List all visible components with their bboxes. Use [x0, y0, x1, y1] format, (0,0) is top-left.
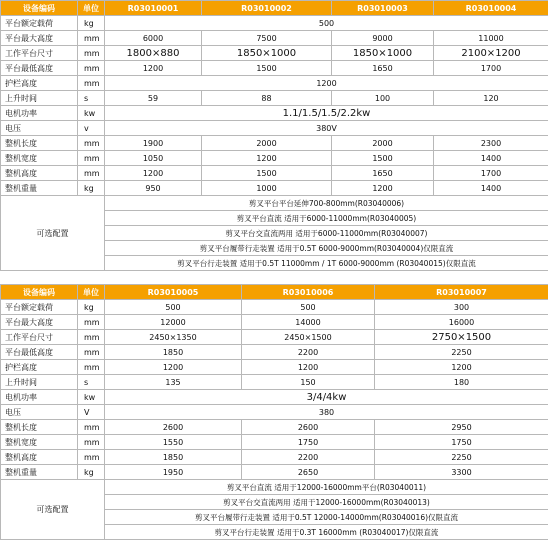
option-row	[1, 480, 548, 495]
row-value: 1850	[105, 345, 242, 360]
row-value: 1950	[105, 465, 242, 480]
row-value: 180	[375, 375, 548, 390]
row-value: 12000	[105, 315, 242, 330]
option-item: 剪叉平台行走装置 适用于0.5T 11000mm / 1T 6000-9000mm (R03040015)仅限直流	[105, 256, 548, 271]
row-unit: mm	[78, 435, 105, 450]
row-value: 135	[105, 375, 242, 390]
header-model: R03010007	[375, 285, 548, 300]
table-row	[1, 121, 548, 136]
table-row	[1, 450, 548, 465]
table-row	[1, 106, 548, 121]
row-unit: kg	[78, 181, 105, 196]
row-unit: mm	[78, 61, 105, 76]
row-label: 护栏高度	[1, 360, 78, 375]
row-value: 1550	[105, 435, 242, 450]
row-unit: mm	[78, 136, 105, 151]
row-value: 300	[375, 300, 548, 315]
table-row	[1, 345, 548, 360]
header-code: 设备编码	[1, 285, 78, 300]
row-unit: mm	[78, 76, 105, 91]
row-value: 2450×1350	[105, 330, 242, 345]
row-label: 平台最大高度	[1, 315, 78, 330]
row-unit: mm	[78, 315, 105, 330]
row-value: 2250	[375, 345, 548, 360]
row-label: 平台最低高度	[1, 345, 78, 360]
row-value: 1200	[375, 360, 548, 375]
table-row	[1, 360, 548, 375]
row-label: 电机功率	[1, 390, 78, 405]
table-row	[1, 300, 548, 315]
row-value: 1900	[105, 136, 202, 151]
table-row	[1, 315, 548, 330]
option-item: 剪叉平台交直流两用 适用于6000-11000mm(R03040007)	[105, 226, 548, 241]
row-value: 1500	[202, 166, 332, 181]
spec-table-1	[0, 0, 548, 271]
row-value: 16000	[375, 315, 548, 330]
row-label: 整机重量	[1, 181, 78, 196]
row-value: 6000	[105, 31, 202, 46]
table-row	[1, 91, 548, 106]
row-label: 整机宽度	[1, 151, 78, 166]
row-value: 1.1/1.5/1.5/2.2kw	[105, 106, 548, 121]
table-row	[1, 405, 548, 420]
row-value: 2450×1500	[242, 330, 375, 345]
row-label: 平台额定载荷	[1, 300, 78, 315]
row-value: 1700	[434, 166, 548, 181]
header-unit: 单位	[78, 285, 105, 300]
row-value: 59	[105, 91, 202, 106]
row-value: 9000	[332, 31, 434, 46]
header-code: 设备编码	[1, 1, 78, 16]
row-value: 3/4/4kw	[105, 390, 548, 405]
row-unit: mm	[78, 420, 105, 435]
row-unit: mm	[78, 345, 105, 360]
row-unit: s	[78, 91, 105, 106]
option-row	[1, 196, 548, 211]
option-item: 剪叉平台履带行走装置 适用于0.5T 6000-9000mm(R03040004)仅限直流	[105, 241, 548, 256]
row-value: 2750×1500	[375, 330, 548, 345]
table-row	[1, 390, 548, 405]
row-value: 950	[105, 181, 202, 196]
row-value: 2650	[242, 465, 375, 480]
row-value: 120	[434, 91, 548, 106]
row-value: 1200	[105, 166, 202, 181]
row-unit: mm	[78, 46, 105, 61]
row-unit: mm	[78, 166, 105, 181]
row-value: 1200	[242, 360, 375, 375]
row-label: 平台额定载荷	[1, 16, 78, 31]
row-label: 工作平台尺寸	[1, 330, 78, 345]
table-row	[1, 31, 548, 46]
row-value: 1200	[105, 61, 202, 76]
row-unit: mm	[78, 151, 105, 166]
row-unit: mm	[78, 31, 105, 46]
row-value: 1200	[105, 76, 548, 91]
row-label: 平台最低高度	[1, 61, 78, 76]
row-value: 1800×880	[105, 46, 202, 61]
row-value: 2000	[332, 136, 434, 151]
row-value: 3300	[375, 465, 548, 480]
table-row	[1, 181, 548, 196]
row-value: 88	[202, 91, 332, 106]
header-model: R03010005	[105, 285, 242, 300]
row-value: 2200	[242, 450, 375, 465]
row-value: 500	[105, 16, 548, 31]
row-label: 电压	[1, 121, 78, 136]
row-unit: kw	[78, 390, 105, 405]
row-value: 1850	[105, 450, 242, 465]
header-model: R03010001	[105, 1, 202, 16]
table-row	[1, 420, 548, 435]
row-label: 工作平台尺寸	[1, 46, 78, 61]
row-value: 2600	[105, 420, 242, 435]
row-value: 1850×1000	[332, 46, 434, 61]
row-label: 整机高度	[1, 450, 78, 465]
row-unit: kg	[78, 16, 105, 31]
row-label: 电压	[1, 405, 78, 420]
header-row	[1, 1, 548, 16]
row-value: 2950	[375, 420, 548, 435]
row-value: 1500	[332, 151, 434, 166]
row-label: 护栏高度	[1, 76, 78, 91]
header-model: R03010004	[434, 1, 548, 16]
row-value: 380	[105, 405, 548, 420]
header-unit: 单位	[78, 1, 105, 16]
row-value: 1500	[202, 61, 332, 76]
row-value: 1050	[105, 151, 202, 166]
option-item: 剪叉平台行走装置 适用于0.3T 16000mm (R03040017)仅限直流	[105, 525, 548, 540]
row-value: 1650	[332, 61, 434, 76]
row-unit: kw	[78, 106, 105, 121]
row-value: 2250	[375, 450, 548, 465]
options-label: 可选配置	[1, 196, 105, 271]
row-value: 1650	[332, 166, 434, 181]
table-row	[1, 76, 548, 91]
row-label: 电机功率	[1, 106, 78, 121]
row-value: 500	[105, 300, 242, 315]
table-row	[1, 166, 548, 181]
table-row	[1, 465, 548, 480]
row-value: 11000	[434, 31, 548, 46]
row-label: 整机宽度	[1, 435, 78, 450]
options-label: 可选配置	[1, 480, 105, 540]
header-model: R03010006	[242, 285, 375, 300]
header-row	[1, 285, 548, 300]
row-unit: v	[78, 121, 105, 136]
row-value: 500	[242, 300, 375, 315]
table-row	[1, 61, 548, 76]
table-row	[1, 330, 548, 345]
header-model: R03010002	[202, 1, 332, 16]
table-row	[1, 46, 548, 61]
row-value: 100	[332, 91, 434, 106]
row-unit: mm	[78, 450, 105, 465]
row-value: 1400	[434, 151, 548, 166]
row-value: 2600	[242, 420, 375, 435]
row-value: 2000	[202, 136, 332, 151]
row-label: 上升时间	[1, 375, 78, 390]
row-value: 1850×1000	[202, 46, 332, 61]
table-row	[1, 136, 548, 151]
option-item: 剪叉平台直流 适用于6000-11000mm(R03040005)	[105, 211, 548, 226]
row-value: 2300	[434, 136, 548, 151]
row-value: 2100×1200	[434, 46, 548, 61]
row-value: 2200	[242, 345, 375, 360]
option-item: 剪叉平台平台延伸700-800mm(R03040006)	[105, 196, 548, 211]
row-unit: kg	[78, 465, 105, 480]
row-value: 1700	[434, 61, 548, 76]
row-label: 平台最大高度	[1, 31, 78, 46]
row-value: 1750	[375, 435, 548, 450]
row-value: 1400	[434, 181, 548, 196]
table-row	[1, 375, 548, 390]
row-value: 14000	[242, 315, 375, 330]
row-unit: mm	[78, 330, 105, 345]
row-value: 1200	[105, 360, 242, 375]
row-value: 1750	[242, 435, 375, 450]
row-value: 150	[242, 375, 375, 390]
table-row	[1, 435, 548, 450]
table-row	[1, 16, 548, 31]
row-value: 1200	[202, 151, 332, 166]
row-value: 1200	[332, 181, 434, 196]
row-label: 整机长度	[1, 420, 78, 435]
row-label: 整机长度	[1, 136, 78, 151]
spec-table-2	[0, 284, 548, 540]
row-label: 整机重量	[1, 465, 78, 480]
row-label: 上升时间	[1, 91, 78, 106]
option-item: 剪叉平台交直流两用 适用于12000-16000mm(R03040013)	[105, 495, 548, 510]
row-value: 1000	[202, 181, 332, 196]
row-unit: mm	[78, 360, 105, 375]
row-unit: V	[78, 405, 105, 420]
row-value: 380V	[105, 121, 548, 136]
row-unit: s	[78, 375, 105, 390]
row-value: 7500	[202, 31, 332, 46]
table-row	[1, 151, 548, 166]
row-unit: kg	[78, 300, 105, 315]
option-item: 剪叉平台直流 适用于12000-16000mm平台(R03040011)	[105, 480, 548, 495]
header-model: R03010003	[332, 1, 434, 16]
option-item: 剪叉平台履带行走装置 适用于0.5T 12000-14000mm(R03040016)仅限直流	[105, 510, 548, 525]
row-label: 整机高度	[1, 166, 78, 181]
